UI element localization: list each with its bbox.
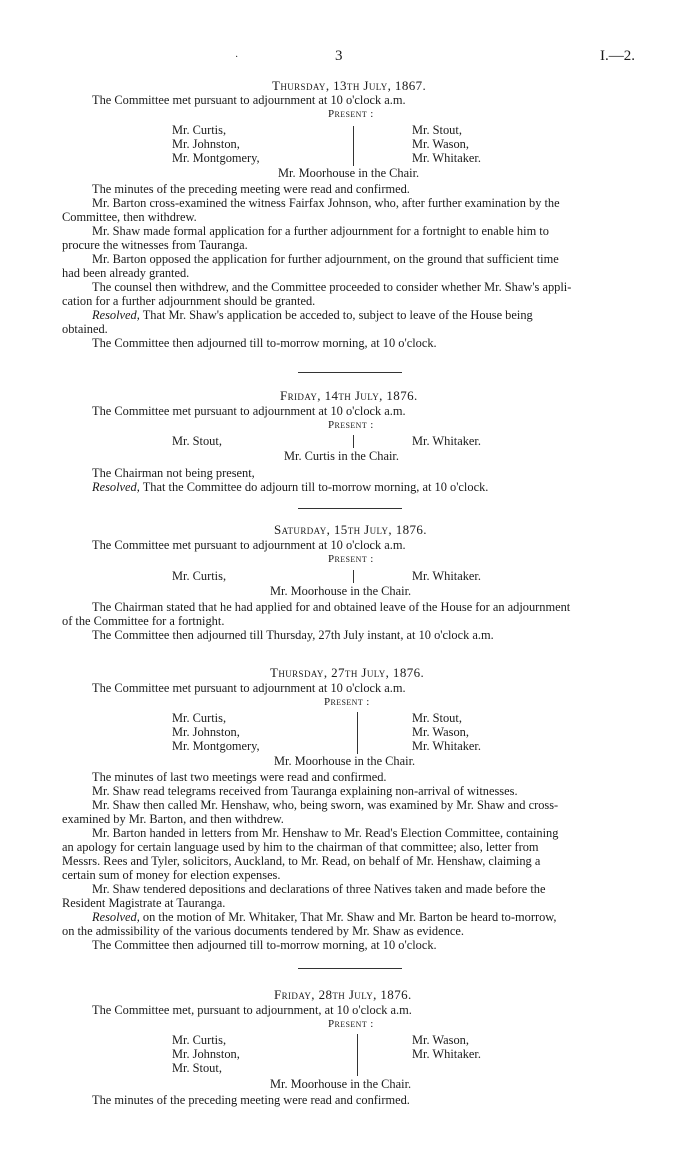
minutes-line: The counsel then withdrew, and the Committee proceeded to consider whether Mr. Shaw's appli- (92, 280, 572, 294)
chair-line: Mr. Curtis in the Chair. (284, 449, 399, 463)
member-name: Mr. Montgomery, (172, 151, 260, 165)
document-reference: I.—2. (600, 48, 635, 64)
minutes-line: Mr. Barton handed in letters from Mr. Henshaw to Mr. Read's Election Committee, containing (92, 826, 559, 840)
minutes-line: Messrs. Rees and Tyler, solicitors, Auckland, to Mr. Read, on behalf of Mr. Henshaw, claiming a (62, 854, 541, 868)
member-name: Mr. Whitaker. (412, 1047, 481, 1061)
member-name: Mr. Wason, (412, 725, 469, 739)
member-name: Mr. Curtis, (172, 1033, 227, 1047)
resolution-line (92, 910, 557, 924)
section-divider (298, 968, 402, 969)
resolved-label: Resolved, (92, 480, 140, 494)
section-divider (298, 508, 402, 509)
session-date: Thursday, 13th July, 1867. (272, 78, 427, 93)
minutes-line: Mr. Shaw made formal application for a further adjournment for a fortnight to enable him to (92, 224, 549, 238)
member-name: Mr. Curtis, (172, 569, 227, 583)
member-name: Mr. Whitaker. (412, 151, 481, 165)
minutes-line: certain sum of money for election expenses. (62, 868, 281, 882)
session-date: Friday, 14th July, 1876. (280, 388, 418, 403)
chair-line: Mr. Moorhouse in the Chair. (278, 166, 420, 180)
chair-line: Mr. Moorhouse in the Chair. (274, 754, 416, 768)
session-met-line: The Committee met pursuant to adjournment at 10 o'clock a.m. (92, 538, 406, 552)
session-date: Friday, 28th July, 1876. (274, 987, 412, 1002)
member-name: Mr. Stout, (172, 434, 222, 448)
minutes-line: The Committee then adjourned till to-morrow morning, at 10 o'clock. (92, 938, 437, 952)
resolution-line (92, 308, 533, 322)
minutes-line: Mr. Shaw then called Mr. Henshaw, who, being sworn, was examined by Mr. Shaw and cross- (92, 798, 559, 812)
resolved-label: Resolved, (92, 910, 140, 924)
minutes-line: Resident Magistrate at Tauranga. (62, 896, 226, 910)
resolution-line (92, 480, 488, 494)
minutes-line: of the Committee for a fortnight. (62, 614, 225, 628)
minutes-line: The Committee then adjourned till Thursday, 27th July instant, at 10 o'clock a.m. (92, 628, 494, 642)
member-name: Mr. Wason, (412, 137, 469, 151)
minutes-line: on the admissibility of the various documents tendered by Mr. Shaw as evidence. (62, 924, 464, 938)
minutes-line: The Committee then adjourned till to-morrow morning, at 10 o'clock. (92, 336, 437, 350)
present-label: Present : (328, 1018, 374, 1030)
column-divider (357, 1034, 358, 1076)
minutes-line: The minutes of last two meetings were read and confirmed. (92, 770, 387, 784)
resolution-text: on the motion of Mr. Whitaker, That Mr. Shaw and Mr. Barton be heard to-morrow, (139, 910, 557, 924)
minutes-line: Committee, then withdrew. (62, 210, 197, 224)
minutes-line: Mr. Shaw tendered depositions and declarations of three Natives taken and made before the (92, 882, 546, 896)
present-label: Present : (328, 419, 374, 431)
member-name: Mr. Curtis, (172, 123, 227, 137)
header-dot: · (235, 52, 239, 63)
section-divider (298, 372, 402, 373)
page-number: 3 (335, 48, 343, 64)
member-name: Mr. Whitaker. (412, 569, 481, 583)
chair-line: Mr. Moorhouse in the Chair. (270, 584, 412, 598)
minutes-line: Mr. Barton cross-examined the witness Fairfax Johnson, who, after further examination by the (92, 196, 560, 210)
member-name: Mr. Wason, (412, 1033, 469, 1047)
member-name: Mr. Stout, (412, 711, 462, 725)
member-name: Mr. Whitaker. (412, 434, 481, 448)
minutes-line: The Chairman not being present, (92, 466, 255, 480)
member-name: Mr. Johnston, (172, 137, 240, 151)
column-divider (353, 570, 354, 583)
minutes-line: The Chairman stated that he had applied for and obtained leave of the House for an adjournment (92, 600, 571, 614)
column-divider (353, 126, 354, 166)
column-divider (353, 435, 354, 448)
member-name: Mr. Stout, (412, 123, 462, 137)
minutes-line: obtained. (62, 322, 108, 336)
column-divider (357, 712, 358, 754)
minutes-line: cation for a further adjournment should be granted. (62, 294, 316, 308)
minutes-line: procure the witnesses from Tauranga. (62, 238, 248, 252)
resolved-label: Resolved, (92, 308, 140, 322)
member-name: Mr. Johnston, (172, 1047, 240, 1061)
present-label: Present : (324, 696, 370, 708)
resolution-text: That Mr. Shaw's application be acceded to, subject to leave of the House being (139, 308, 533, 322)
minutes-line: examined by Mr. Barton, and then withdrew. (62, 812, 284, 826)
session-met-line: The Committee met pursuant to adjournment at 10 o'clock a.m. (92, 93, 406, 107)
resolution-text: That the Committee do adjourn till to-morrow morning, at 10 o'clock. (139, 480, 489, 494)
present-label: Present : (328, 108, 374, 120)
session-date: Thursday, 27th July, 1876. (270, 665, 425, 680)
minutes-line: an apology for certain language used by him to the chairman of that committee; also, letter from (62, 840, 539, 854)
session-date: Saturday, 15th July, 1876. (274, 522, 427, 537)
chair-line: Mr. Moorhouse in the Chair. (270, 1077, 412, 1091)
present-label: Present : (328, 553, 374, 565)
minutes-line: The minutes of the preceding meeting were read and confirmed. (92, 182, 410, 196)
minutes-line: Mr. Barton opposed the application for further adjournment, on the ground that sufficient time (92, 252, 559, 266)
session-met-line: The Committee met pursuant to adjournment at 10 o'clock a.m. (92, 404, 406, 418)
member-name: Mr. Montgomery, (172, 739, 260, 753)
minutes-line: had been already granted. (62, 266, 190, 280)
member-name: Mr. Johnston, (172, 725, 240, 739)
minutes-line: Mr. Shaw read telegrams received from Tauranga explaining non-arrival of witnesses. (92, 784, 518, 798)
member-name: Mr. Stout, (172, 1061, 222, 1075)
member-name: Mr. Curtis, (172, 711, 227, 725)
member-name: Mr. Whitaker. (412, 739, 481, 753)
minutes-line: The minutes of the preceding meeting were read and confirmed. (92, 1093, 410, 1107)
session-met-line: The Committee met, pursuant to adjournment, at 10 o'clock a.m. (92, 1003, 412, 1017)
session-met-line: The Committee met pursuant to adjournment at 10 o'clock a.m. (92, 681, 406, 695)
